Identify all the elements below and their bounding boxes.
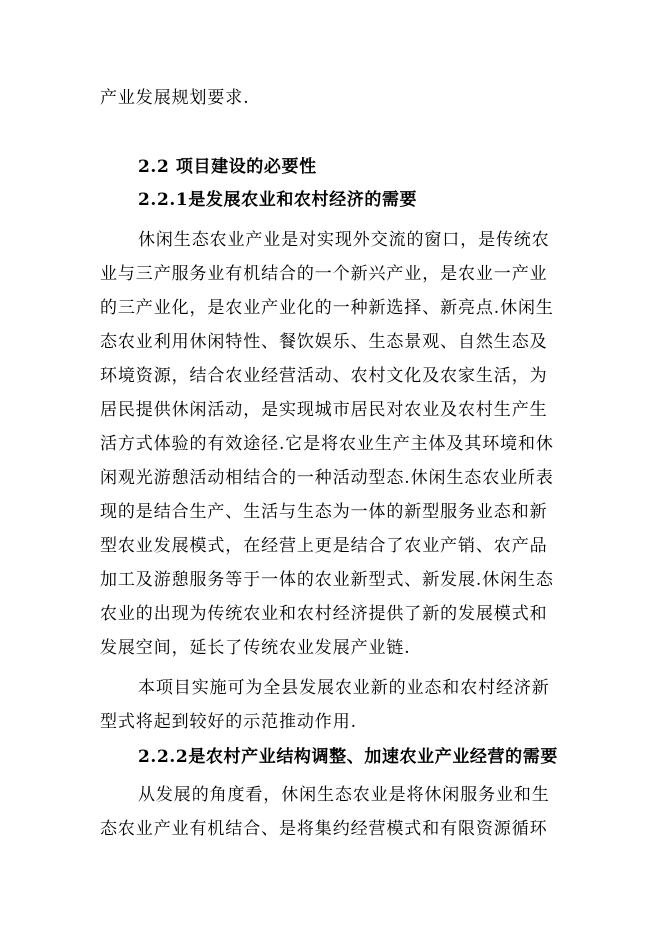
paragraph-line: 加工及游憩服务等于一体的农业新型式、新发展.休闲生态 [100, 570, 554, 590]
paragraph-line: 居民提供休闲活动，是实现城市居民对农业及农村生产生 [100, 400, 548, 420]
section-2-2-1-heading: 2.2.1是发展农业和农村经济的需要 [138, 190, 418, 210]
paragraph-line: 从发展的角度看，休闲生态农业是将休闲服务业和生 [138, 785, 550, 805]
paragraph-line: 业与三产服务业有机结合的一个新兴产业，是农业一产业 [100, 264, 548, 284]
paragraph-line: 休闲生态农业产业是对实现外交流的窗口，是传统农 [138, 230, 550, 250]
section-2-2-heading: 2.2 项目建设的必要性 [138, 157, 317, 177]
paragraph-line: 农业的出现为传统农业和农村经济提供了新的发展模式和 [100, 604, 548, 624]
section-2-2-2-heading: 2.2.2是农村产业结构调整、加速农业产业经营的需要 [138, 747, 558, 767]
paragraph-line: 现的是结合生产、生活与生态为一体的新型服务业态和新 [100, 502, 548, 522]
paragraph-line: 型农业发展模式，在经营上更是结合了农业产销、农产品 [100, 536, 548, 556]
paragraph-line: 发展空间，延长了传统农业发展产业链. [100, 638, 411, 658]
paragraph-line: 本项目实施可为全县发展农业新的业态和农村经济新 [138, 678, 550, 698]
paragraph-line: 型式将起到较好的示范推动作用. [100, 712, 357, 732]
intro-line: 产业发展规划要求. [100, 88, 250, 108]
paragraph-line: 态农业利用休闲特性、餐饮娱乐、生态景观、自然生态及 [100, 332, 548, 352]
paragraph-line: 环境资源，结合农业经营活动、农村文化及农家生活，为 [100, 366, 548, 386]
paragraph-line: 闲观光游憩活动相结合的一种活动型态.休闲生态农业所表 [100, 468, 554, 488]
paragraph-line: 的三产业化，是农业产业化的一种新选择、新亮点.休闲生 [100, 298, 554, 318]
paragraph-line: 态农业产业有机结合、是将集约经营模式和有限资源循环 [100, 819, 548, 839]
paragraph-line: 活方式体验的有效途径.它是将农业生产主体及其环境和休 [100, 434, 554, 454]
